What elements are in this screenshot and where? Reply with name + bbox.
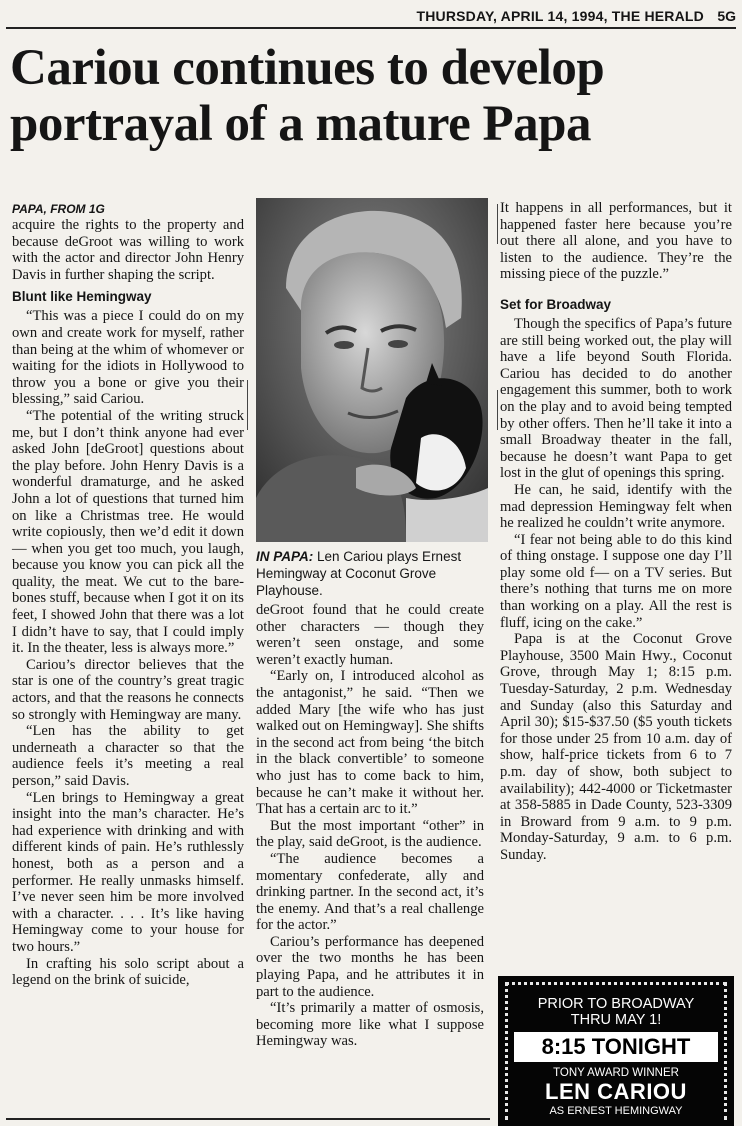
page-folio: [0, 0, 742, 26]
photo-illustration: [256, 198, 488, 542]
paragraph: But the most important “other” in the play, said deGroot, is the audience.: [256, 817, 484, 851]
paragraph: deGroot found that he could create other characters — though they weren’t seen onstage, and some weren’t exactly human.: [256, 602, 484, 668]
paragraph: Papa is at the Coconut Grove Playhouse, 3500 Main Hwy., Coconut Grove, through May 1; 8:15 p.m. Tuesday-Saturday, 2 p.m. Wednesday and Sunday (also this Saturday and April 30); $15-$37.50 ($5 youth tickets for those under 25 from 10 a.m. day of show, half-price tickets from 6 to 7 p.m. day of show, both subject to availability); 442-4000 or Ticketmaster at 358-5885 in Dade County, 523-3309 in Broward from 9 a.m. to 9 p.m. Monday-Saturday, 9 a.m. to 6 p.m. Sunday.: [500, 631, 732, 863]
article-column-3: [500, 200, 732, 864]
column-rule: [497, 204, 498, 244]
paragraph: “Len has the ability to get underneath a character so that the audience feels it’s meeting a real person,” said Davis.: [12, 723, 244, 789]
photo-caption: [256, 548, 488, 599]
headline: Cariou continues to develop portrayal of a mature Papa: [10, 40, 605, 152]
news-photo: [256, 198, 488, 542]
paragraph: It happens in all performances, but it happened faster here because you’re out there all alone, and you have to listen to the audience. They’re the missing piece of the puzzle.”: [500, 200, 732, 283]
paragraph: Cariou’s performance has deepened over the two months he has been playing Papa, and he attributes it in part to the audience.: [256, 933, 484, 1000]
page-number: 5G: [717, 8, 736, 24]
paragraph: acquire the rights to the property and because deGroot was willing to work with the actor and director John Henry Davis in further shaping the script.: [12, 217, 244, 283]
bottom-rule: [6, 1118, 490, 1120]
ad-line-2: THRU MAY 1!: [570, 1012, 662, 1028]
ad-showtime: 8:15 TONIGHT: [514, 1032, 718, 1062]
theater-advertisement: [498, 976, 734, 1126]
article-column-2: [256, 602, 484, 1050]
article-column-1: [12, 202, 244, 989]
paragraph: “Len brings to Hemingway a great insight into the man’s character. He’s had experience with drinking and with different kinds of pain. He’s ruthlessly honest, both as a person and a performer. He really unmasks himself. I’ve never seen him be more involved with a character. . . . It’s like having Hemingway come to your house for two hours.”: [12, 789, 244, 955]
paragraph: “It’s primarily a matter of osmosis, becoming more like what I suppose Hemingway was.: [256, 1000, 484, 1050]
paragraph: Though the specifics of Papa’s future are still being worked out, the play will have a life beyond South Florida. Cariou has decided to do another engagement this summer, both to work on the play and to avoid being tempted by other offers. Then he’ll take it into a small Broadway theater in the fall, because he doesn’t want Papa to get lost in the glut of openings this spring.: [500, 315, 732, 482]
jump-line: PAPA, FROM 1G: [12, 202, 105, 216]
paragraph: “The audience becomes a momentary confederate, ally and drinking partner. In the second act, it’s the enemy. And that’s a real challenge for the actor.”: [256, 850, 484, 934]
paragraph: “Early on, I introduced alcohol as the antagonist,” he said. “Then we added Mary [the wife who has just walked out on Hemingway]. She shifts in the second act from being ‘the bitch in the black convertible’ to someone who just has to come back to him, because he can’t make it without her. That has a certain arc to it.”: [256, 668, 484, 818]
paragraph: In crafting his solo script about a legend on the brink of suicide,: [12, 955, 244, 989]
top-rule: [6, 27, 736, 29]
ad-role: AS ERNEST HEMINGWAY: [549, 1105, 683, 1117]
paragraph: “This was a piece I could do on my own and create work for myself, rather than being at the whim of whomever or waiting for the idiots in Hollywood to throw you a bone or give you their blessing,” said Cariou.: [12, 308, 244, 408]
paragraph: “The potential of the writing struck me, but I don’t think anyone had ever asked John [deGroot] questions about the play before. John Henry Davis is a wonderful dramaturge, and he asked John a lot of questions that turned him on like a Christmas tree. He would write copiously, then we’d edit it down — when you get too much, you laugh, because you know you can pick all the quality, the meat. We cut to the bare-bones stuff, because when I got it on its feet, I showed John that there was a lot I didn’t have to say, that I could imply it. In the theater, less is always more.”: [12, 407, 244, 657]
paragraph: Cariou’s director believes that the star is one of the country’s great tragic actors, and that the reasons he connects so strongly with Hemingway are many.: [12, 656, 244, 723]
subhead: Set for Broadway: [500, 296, 612, 312]
column-rule: [497, 390, 498, 430]
column-rule: [247, 380, 248, 430]
ad-award: TONY AWARD WINNER: [553, 1067, 679, 1079]
caption-text: Len Cariou plays Ernest Hemingway at Coconut Grove Playhouse.: [256, 549, 462, 598]
paragraph: He can, he said, identify with the mad depression Hemingway felt when he realized he couldn’t write anymore.: [500, 481, 732, 532]
subhead: Blunt like Hemingway: [12, 289, 152, 305]
paragraph: “I fear not being able to do this kind of thing onstage. I suppose one day I’ll play some old f— on a TV series. But there’s nothing that turns me on more than working on a play. All the rest is fluff, icing on the cake.”: [500, 531, 732, 631]
ad-line-1: PRIOR TO BROADWAY: [537, 996, 695, 1012]
caption-lead: IN PAPA:: [256, 549, 314, 564]
ad-star-name: LEN CARIOU: [545, 1079, 687, 1104]
dateline: THURSDAY, APRIL 14, 1994, THE HERALD: [416, 8, 704, 24]
